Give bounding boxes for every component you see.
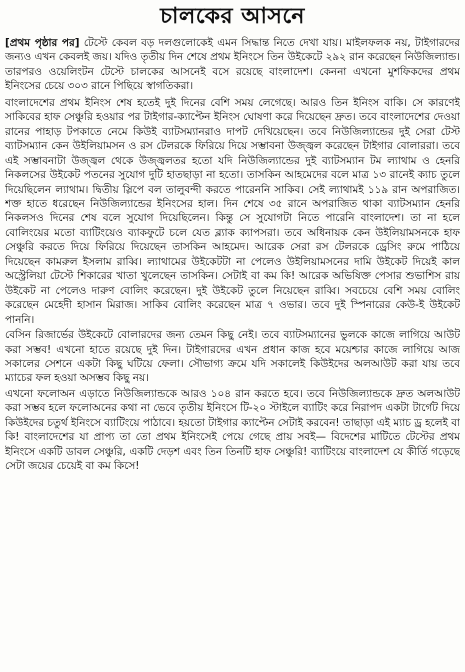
article-paragraph-2: বাংলাদেশের প্রথম ইনিংস শেষ হতেই দুই দিনের বেশি সময় লেগেছে। আরও তিন ইনিংস বাকি। সে কারণেই সাকিবের হাফ সেঞ্চুরি হওয়ার পর টাইগার-ক্যাপ্টেন ইনিংস ঘোষণা করে দিয়েছেন দ্রুত। তবে বাংলাদেশের দেওয়া রানের পাহাড় টপকাতে নেমে কিউই ব্যাটসম্যানরাও দাপট দেখিয়েছেন। তবে নিউজিল্যান্ডের দুই সেরা টেস্ট ব্যাটসম্যান কেন উইলিয়ামসন ও রস টেলরকে ফিরিয়ে দিয়ে সম্ভাবনা উজ্জ্বল করেছেন টাইগার বোলাররা। তবে এই সম্ভাবনাটা উজ্জ্বল থেকে উজ্জ্বলতর হতো যদি নিউজিল্যান্ডের দুই ব্যাটসম্যান টম ল্যাথাম ও হেনরি নিকলসের উইকেট পতনের সুযোগ দুটি হাতছাড়া না হতো। তাসকিন আহমেদের বলে মাত্র ১৩ রানেই ক্যাচ তুলে দিয়েছিলেন ল্যাথাম। দ্বিতীয় স্লিপে বল তালুবন্দী করতে পারেননি সাকিব। সেই ল্যাথামই ১১৯ রান অপরাজিত। শক্ত হাতে ধরেছেন নিউজিল্যান্ডের ইনিংসের হাল। দিন শেষে ৩৫ রানে অপরাজিত থাকা ব্যাটসম্যান হেনরি নিকলসও দিনের শেষ বলে সুযোগ দিয়েছিলেন। কিন্তু সে সুযোগটা নিতে পারেনি বাংলাদেশ। তা না হলে বোলিংয়ের মতো ব্যাটিংয়েও ব্যাকফুটে চলে যেত ব্ল্যাক ক্যাপসরা। তবে অধিনায়ক কেন উইলিয়ামসনকে হাফ সেঞ্চুরি করতে দিয়ে ফিরিয়ে দিয়েছেন তাসকিন আহমেদ। আরেক সেরা রস টেলরকে ড্রেসিং রুমে পাঠিয়ে দিয়েছেন কামরুল ইসলাম রাব্বি। ল্যাথামের উইকেটটা না পেলেও উইলিয়ামসনের দামি উইকেট দিয়েই কাল অস্ট্রেলিয়া টেস্টে শিকারের খাতা খুলেছেন তাসকিন। সেটাই বা কম কি! আরেক অভিষিক্ত পেসার শুভাশিস রায় উইকেট না পেলেও দারুণ বোলিং করেছেন। দুই উইকেট তুলে নিয়েছেন রাব্বি। সবচেয়ে বেশি সময় বোলিং করেছেন মেহেদী হাসান মিরাজ। সাকিব বোলিং করেছেন মাত্র ৭ ওভার। তবে দুই স্পিনারের কেউ-ই উইকেট পাননি। bbox=[5, 96, 460, 326]
headline: চালকের আসনে bbox=[160, 3, 305, 29]
article-paragraph-3: বেসিন রিজার্ভের উইকেটে বোলারদের জন্য তেমন কিছু নেই। তবে ব্যাটসম্যানের ভুলকে কাজে লাগিয়ে আউট করা সম্ভব! এখনো হাতে রয়েছে দুই দিন। টাইগারদের এখন প্রধান কাজ হবে ময়েশ্চার কাজে লাগিয়ে আজ সকালের সেশনে একটা কিছু ঘটিয়ে ফেলা। সৌভাগ্য ক্রমে যদি সকালেই কিউইদের অলআউট করা যায় তবে ম্যাচের ফল হওয়া অসম্ভব কিছু নয়। bbox=[5, 329, 460, 385]
paragraph-text: টেস্টে কেবল বড় দলগুলোকেই এমন সিদ্ধান্ত নিতে দেখা যায়। মাইলফলক নয়, টাইগারদের জন্যও এখন কেবলই জয়। যদিও তৃতীয় দিন শেষে প্রথম ইনিংসে তিন উইকেটে ২৯২ রান করেছেন নিউজিল্যান্ড। তারপরও ওয়েলিংটন টেস্টে চালকের আসনেই বসে রয়েছে বাংলাদেশ। কেননা এখনো মুশফিকদের প্রথম ইনিংসের চেয়ে ৩০৩ রানে পিছিয়ে স্বাগতিকরা। bbox=[5, 37, 460, 93]
article-paragraph-4: এখনো ফলোঅন এড়াতে নিউজিল্যান্ডকে আরও ১০৪ রান করতে হবে। তবে নিউজিল্যান্ডকে দ্রুত অলআউট করা সম্ভব হলে ফলোঅনের কথা না ভেবে তৃতীয় ইনিংসে টি-২০ স্টাইলে ব্যাটিং করে নিরাপদ একটা টার্গেট দিয়ে কিউইদের চতুর্থ ইনিংসে ব্যাটিংয়ে পাঠাবে। হয়তো টাইগার ক্যাপ্টেন সেটাই করবেন! তাছাড়া এই ম্যাচ ড্র হলেই বা কি! বাংলাদেশের যা প্রাপ্য তা তো প্রথম ইনিংসেই পেয়ে গেছে প্রায় সবই— বিদেশের মাটিতে টেস্টের প্রথম ইনিংসে একটি ডাবল সেঞ্চুরি, একটি দেড়শ এবং তিন তিনটি হাফ সেঞ্চুরি! ব্যাটিংয়ে বাংলাদেশ যে কীর্তি গড়েছে সেটা জয়ের চেয়েই বা কম কিসে! bbox=[5, 387, 460, 473]
continuation-tag: [প্রথম পৃষ্ঠার পর] bbox=[5, 37, 80, 49]
article-body bbox=[5, 36, 460, 670]
article-paragraph-1 bbox=[5, 36, 460, 94]
